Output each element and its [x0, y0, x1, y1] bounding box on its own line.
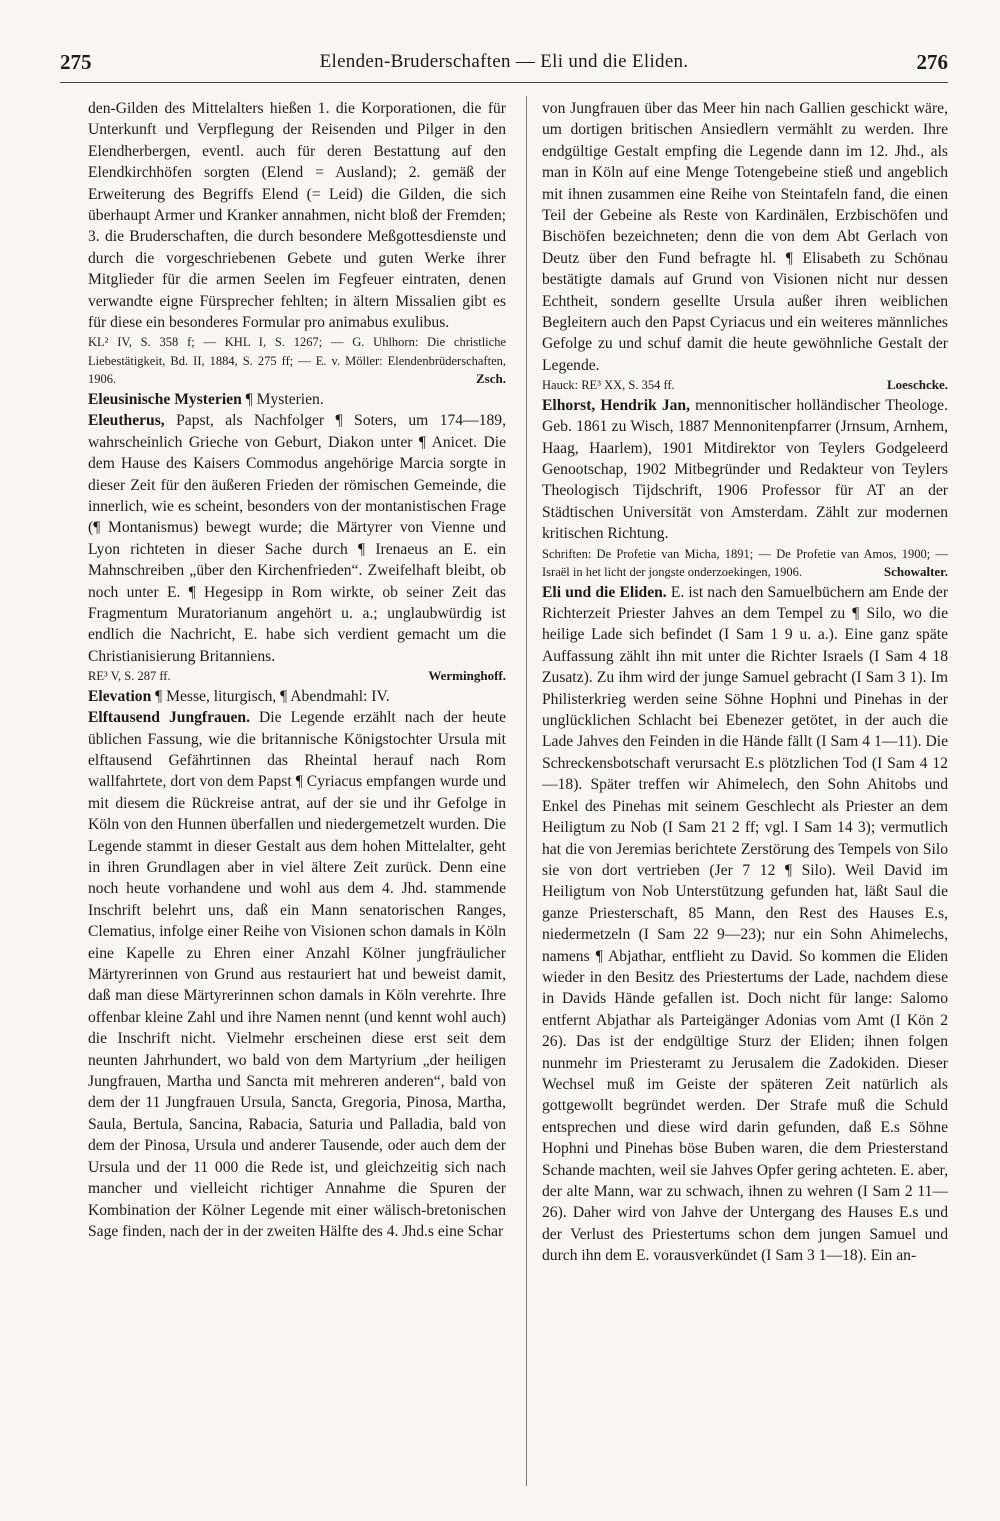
reference-text: Hauck: RE³ XX, S. 354 ff.	[542, 378, 675, 393]
right-column	[542, 98, 948, 1483]
lemma: Elftausend Jungfrauen.	[88, 709, 250, 727]
references	[88, 667, 506, 686]
article-entry	[88, 410, 506, 667]
page-number-left: 275	[60, 49, 92, 74]
article-entry	[542, 395, 948, 545]
page-number-right: 276	[916, 49, 948, 74]
article-text: von Jungfrauen über das Meer hin nach Gallien geschickt wäre, um dortigen britischen Ansiedlern vermählt zu werden. Ihre endgültige Gestalt empfing die Legende dann im 12. Jhd., als man in Köln auf eine Menge Totengebeine stieß und angeblich mit ihnen zusammen eine Reihe von Steintafeln fand, die einen Teil der Gebeine als Reste von Kardinälen, Erzbischöfen und Bischöfen bezeichneten; denn die von dem Abt Gerlach von Deutz über den Fund befragte hl. ¶ Elisabeth zu Schönau bestätigte damals auf Grund von Visionen nicht nur dessen Echtheit, sondern gesellte Ursula außer ihren weiblichen Begleitern auch den Papst Cyriacus und ein weiteres männliches Gefolge zu und schuf damit die heute gewöhnliche Gestalt der Legende.	[542, 100, 948, 374]
running-title: Elenden-Bruderschaften — Eli und die Eliden.	[319, 51, 689, 72]
article-text: mennonitischer holländischer Theologe. Geb. 1861 zu Wisch, 1887 Mennonitenpfarrer (Jrnsum, Arnhem, Haag, Haarlem), 1901 Mitdirektor von Teylers Godgeleerd Genootschap, 1902 Mitbegründer und Redakteur von Teylers Theologisch Tijdschrift, 1906 Professor für AT an der Städtischen Universität von Amsterdam. Zählt zur modernen kritischen Richtung.	[542, 396, 948, 543]
article-entry	[88, 686, 506, 707]
lemma: Eleusinische Mysterien	[88, 390, 242, 408]
reference-text: Schriften: De Profetie van Micha, 1891; — De Profetie van Amos, 1900; — Israël in het licht der jongste onderzoekingen, 1906.	[542, 546, 948, 580]
article-author: Zsch.	[476, 371, 506, 387]
lemma: Eleutherus,	[88, 412, 165, 430]
article-author: Werminghoff.	[428, 668, 506, 684]
article-text: ¶ Mysterien.	[241, 390, 324, 408]
article-text: Papst, als Nachfolger ¶ Soters, um 174—189, wahrscheinlich Grieche von Geburt, Diakon unter ¶ Anicet. Die dem Hause des Kaisers Commodus angehörige Marcia sorgte in dieser Zeit für den äußeren Frieden der römischen Gemeinde, die innerlich, wie es scheint, besonders von der montanistischen Frage (¶ Montanismus) bewegt wurde; die Märtyrer von Vienne und Lyon richteten in dieser Sache durch ¶ Irenaeus an E. ein Mahnschreiben „über den Kirchenfrieden“. Zweifelhaft bleibt, ob noch unter E. ¶ Hegesipp in Rom wirkte, ob seiner Zeit das Fragmentum Muratorianum angehört u. a.; unglaubwürdig ist endlich die Nachricht, E. habe sich verdient gemacht um die Christianisierung Britanniens.	[88, 412, 506, 665]
article-author: Schowalter.	[883, 564, 948, 580]
article-text: E. ist nach den Samuelbüchern am Ende der Richterzeit Priester Jahves an dem Tempel zu ¶ Silo, wo die heilige Lade sich befindet (I Sam 1 9 u. a.). Eine ganz späte Auffassung zählt ihn mit unter die Richter Israels (I Sam 4 18 Zusatz). Zu ihm wird der junge Samuel gebracht (I Sam 3 1). Im Philisterkrieg werden seine Söhne Hophni und Pinehas in der unglücklichen Schlacht bei Ebenezer getötet, in der auch die Lade Jahves den Feinden in die Hände fällt (I Sam 4 1—11). Die Schreckensbotschaft verursacht E.s plötzlichen Tod (I Sam 4 12—18). Später treffen wir Ahimelech, den Sohn Ahitobs und Enkel des Pinehas mit seinem Geschlecht als Priester an dem Heiligtum zu Nob (I Sam 21 2 ff; vgl. I Sam 14 3); vermutlich hat die von Jeremias berichtete Zerstörung des Tempels von Silo sie von dort vertrieben (Jer 7 12 ¶ Silo). Weil David im Heiligtum von Nob Unterstützung gefunden hat, läßt Saul die ganze Priesterschaft, 85 Mann, den Rest des Hauses E.s, niedermetzeln (I Sam 22 9—23); nur ein Sohn Ahimelechs, namens ¶ Abjathar, entflieht zu David. So kommen die Eliden wieder in den Besitz des Priestertums der Lade, nachdem diese in Davids Hände gefallen ist. Doch nicht für lange: Salomo entfernt Abjathar als Parteigänger Adonias vom Amt (I Kön 2 26). Das ist der endgültige Sturz der Eliden; ihnen folgen nunmehr im Priesteramt zu Jerusalem die Zadokiden. Dieser Wechsel muß im Geiste der späteren Zeit natürlich als gottgewollt begründet werden. Der Strafe muß die Schuld entsprechen und diese wird darin gefunden, daß E.s Söhne Hophni und Pinehas böse Buben waren, die dem Priesterstand Schande machten, weil sie Jahves Opfer gering achteten. E. aber, der alte Mann, war zu schwach, ihnen zu wehren (I Sam 2 11—26). Daher wird von Jahve der Untergang des Hauses E.s und der Verlust des Priestertums schon dem jungen Samuel und durch ihn dem E. vorausverkündet (I Sam 3 1—18). Ein an-	[542, 583, 948, 1265]
reference-text: RE³ V, S. 287 ff.	[88, 669, 171, 684]
article-entry	[88, 389, 506, 410]
left-column	[88, 98, 506, 1483]
article-entry	[542, 582, 948, 1267]
article-text: ¶ Messe, liturgisch, ¶ Abendmahl: IV.	[151, 687, 390, 705]
article-entry	[88, 707, 506, 1242]
column-divider	[526, 96, 527, 1486]
article-author: Loeschcke.	[886, 377, 948, 393]
reference-text: KL² IV, S. 358 f; — KHL I, S. 1267; — G. Uhlhorn: Die christliche Liebestätigkeit, Bd. II, 1884, S. 275 ff; — E. v. Möller: Elendenbrüderschaften, 1906.	[88, 335, 506, 387]
lemma: Eli und die Eliden.	[542, 583, 667, 601]
lemma: Elevation	[88, 687, 152, 705]
article-text: Die Legende erzählt nach der heute üblichen Fassung, wie die britannische Königstochter Ursula mit elftausend Gefährtinnen das Rheintal herauf nach Rom wallfahrtete, dort von dem Papst ¶ Cyriacus empfangen wurde und mit diesem die Rückreise antrat, auf der sie und ihr Gefolge in Köln von den Hunnen überfallen und niedergemetzelt wurden. Die Legende stammt in dieser Gestalt aus dem hohen Mittelalter, geht in ihren Grundlagen aber in viel ältere Zeit zurück. Denn eine noch heute vorhandene und wohl aus dem 4. Jhd. stammende Inschrift belehrt uns, daß ein Mann senatorischen Ranges, Clematius, infolge einer Reihe von Visionen schon damals in Köln eine Kapelle zu Ehren einer Anzahl Kölner jungfräulicher Märtyrerinnen von Grund aus restauriert hat und beweist damit, daß man diese Märtyrerinnen schon damals in Köln verehrte. Ihre offenbar kleine Zahl und ihre Namen nennt (und kennt wohl auch) die Inschrift nicht. Vielmehr erscheinen diese erst seit dem neunten Jahrhundert, wo bald von dem Martyrium „der heiligen Jungfrauen, Martha und Sancta mit mehreren anderen“, bald von dem der 11 Jungfrauen Ursula, Sancta, Gregoria, Pinosa, Martha, Saula, Bertula, Sancina, Rabacia, Saturia und Palladia, bald von dem der Pinosa, Ursula und anderer Tausende, oder auch dem der Ursula und der 11 000 die Rede ist, und gleichzeitig sich nach mancher und vielleicht richtiger Annahme die Spuren der Kombination der Kölner Legende mit einer wälisch-bretonischen Sage finden, nach der in der zweiten Hälfte des 4. Jhd.s eine Schar	[88, 709, 506, 1240]
running-header	[60, 42, 948, 83]
references	[88, 333, 506, 389]
lemma: Elhorst, Hendrik Jan,	[542, 396, 690, 414]
references	[542, 545, 948, 582]
references	[542, 376, 948, 395]
article-text: den-Gilden des Mittelalters hießen 1. die Korporationen, die für Unterkunft und Verpflegung der Reisenden und Pilger in den Elendherbergen, eventl. auch für deren Bestattung auf den Elendkirchhöfen sorgten (Elend = Ausland); 2. gemäß der Erweiterung des Begriffs Elend (= Leid) die Gilden, die sich überhaupt Armer und Kranker annahmen, nicht bloß der Fremden; 3. die Bruderschaften, die durch besondere Meßgottesdienste und durch die vorgeschriebenen Gebete und guten Werke ihrer Mitglieder für die armen Seelen im Fegfeuer eintraten, denen verwandte eigne Fürsprecher fehlten; in ältern Missalien gibt es für diese ein besonderes Formular pro animabus exulibus.	[88, 100, 506, 332]
